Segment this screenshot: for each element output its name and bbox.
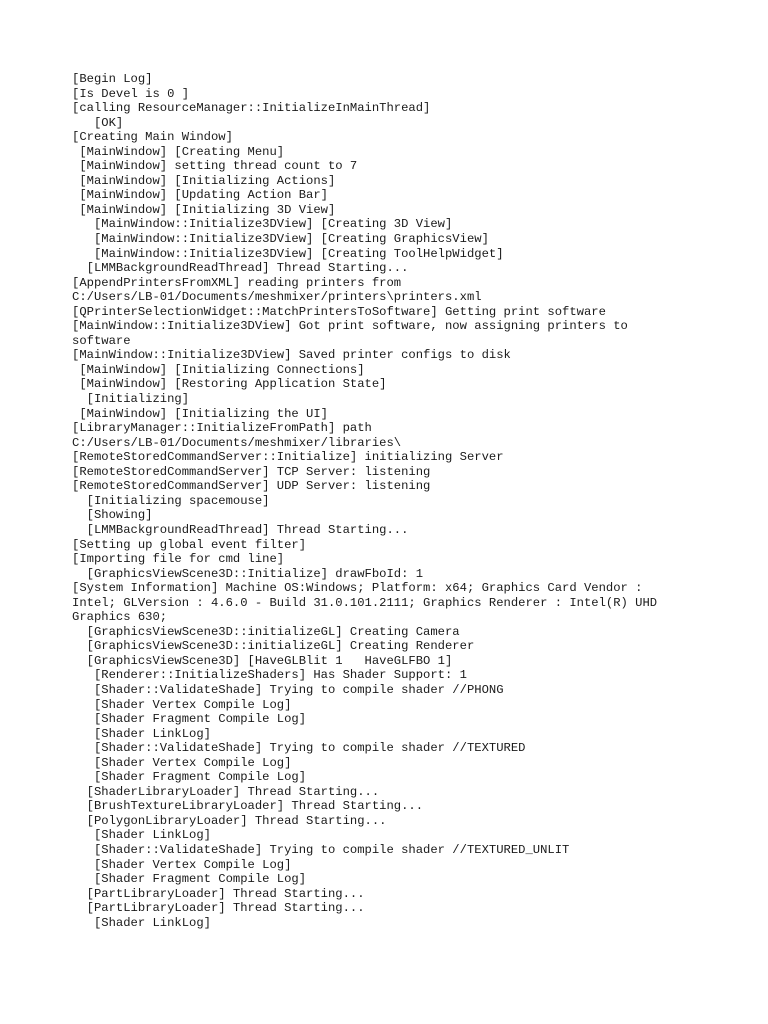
log-line: [MainWindow] [Restoring Application State] [72,377,387,392]
log-line: [Begin Log] [72,72,153,86]
log-line: [MainWindow] setting thread count to 7 [72,159,358,174]
log-line: Intel; GLVersion : 4.6.0 - Build 31.0.101.2111; Graphics Renderer : Intel(R) UHD [72,595,658,610]
log-line: [PartLibraryLoader] Thread Starting... [72,901,365,916]
log-line: [RemoteStoredCommandServer] TCP Server: listening [72,464,431,479]
log-line: [Initializing spacemouse] [72,493,270,508]
log-line: [Shader Fragment Compile Log] [72,770,307,785]
log-line: [Renderer::InitializeShaders] Has Shader Support: 1 [72,668,467,683]
log-line: [Creating Main Window] [72,130,233,145]
log-line: [System Information] Machine OS:Windows; Platform: x64; Graphics Card Vendor : [72,581,643,596]
log-line: [GraphicsViewScene3D] [HaveGLBlit 1 HaveGLFBO 1] [72,653,453,668]
log-line: [BrushTextureLibraryLoader] Thread Starting... [72,799,424,814]
log-line: [Shader LinkLog] [72,915,211,930]
log-line: [PolygonLibraryLoader] Thread Starting... [72,813,387,828]
log-line: [Shader Vertex Compile Log] [72,857,292,872]
log-line: [MainWindow] [Initializing Actions] [72,173,336,188]
log-line: [MainWindow::Initialize3DView] [Creating ToolHelpWidget] [72,246,504,261]
log-line: [GraphicsViewScene3D::initializeGL] Creating Renderer [72,639,475,654]
log-line: [Shader::ValidateShade] Trying to compile shader //TEXTURED_UNLIT [72,842,570,857]
log-line: C:/Users/LB-01/Documents/meshmixer/libraries\ [72,435,402,450]
log-line: [calling ResourceManager::InitializeInMainThread] [72,101,431,116]
log-line: [QPrinterSelectionWidget::MatchPrintersToSoftware] Getting print software [72,304,606,319]
log-line: [LMMBackgroundReadThread] Thread Starting... [72,261,409,276]
log-line: [RemoteStoredCommandServer] UDP Server: listening [72,479,431,494]
log-line: [Showing] [72,508,153,523]
log-line: Graphics 630; [72,610,168,625]
log-line: [MainWindow::Initialize3DView] [Creating GraphicsView] [72,232,489,247]
log-line: [Shader Fragment Compile Log] [72,872,307,887]
log-line: [Shader Vertex Compile Log] [72,697,292,712]
log-line: [Shader::ValidateShade] Trying to compile shader //PHONG [72,682,504,697]
log-line: [Shader LinkLog] [72,726,211,741]
log-line: [GraphicsViewScene3D::initializeGL] Creating Camera [72,624,460,639]
log-line: [LMMBackgroundReadThread] Thread Starting... [72,522,409,537]
log-line: [Importing file for cmd line] [72,552,285,567]
log-text-block [72,72,702,930]
log-line: [LibraryManager::InitializeFromPath] path [72,421,372,436]
log-line: [MainWindow::Initialize3DView] Got print software, now assigning printers to [72,319,628,334]
log-line: [MainWindow] [Creating Menu] [72,144,285,159]
log-line: [MainWindow::Initialize3DView] [Creating 3D View] [72,217,453,232]
log-line: [GraphicsViewScene3D::Initialize] drawFboId: 1 [72,566,424,581]
log-line: [MainWindow] [Updating Action Bar] [72,188,328,203]
log-line: [MainWindow] [Initializing Connections] [72,362,365,377]
log-line: [MainWindow] [Initializing the UI] [72,406,328,421]
log-line: [AppendPrintersFromXML] reading printers from [72,275,402,290]
log-line: [Shader Vertex Compile Log] [72,755,292,770]
log-line: [Setting up global event filter] [72,537,307,552]
log-line: [MainWindow::Initialize3DView] Saved printer configs to disk [72,348,511,363]
log-line: [Shader::ValidateShade] Trying to compile shader //TEXTURED [72,741,526,756]
log-line: [Shader LinkLog] [72,828,211,843]
log-line: [MainWindow] [Initializing 3D View] [72,202,336,217]
log-line: [Is Devel is 0 ] [72,86,190,101]
log-line: C:/Users/LB-01/Documents/meshmixer/printers\printers.xml [72,290,482,305]
log-line: [Initializing] [72,392,190,407]
log-line: software [72,333,131,348]
log-line: [RemoteStoredCommandServer::Initialize] initializing Server [72,450,504,465]
log-line: [PartLibraryLoader] Thread Starting... [72,886,365,901]
log-line: [ShaderLibraryLoader] Thread Starting... [72,784,380,799]
log-line: [OK] [72,115,124,130]
log-line: [Shader Fragment Compile Log] [72,712,307,727]
